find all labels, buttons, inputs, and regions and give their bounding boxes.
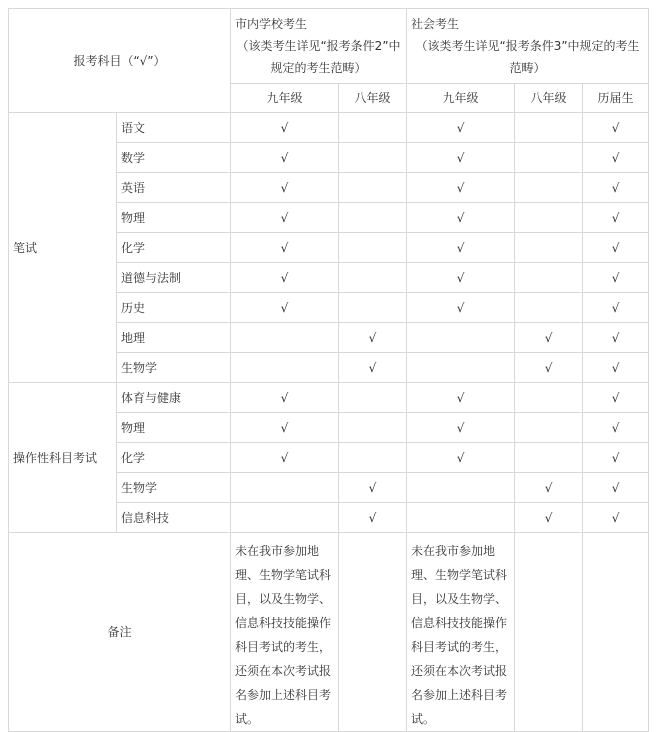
local-students-header bbox=[231, 9, 407, 84]
empty-cell bbox=[339, 203, 407, 233]
subject-name: 历史 bbox=[117, 293, 231, 323]
empty-cell bbox=[407, 473, 515, 503]
col-local-grade8: 八年级 bbox=[339, 84, 407, 113]
remark-row bbox=[9, 533, 649, 732]
check-mark: √ bbox=[231, 413, 339, 443]
subject-name: 道德与法制 bbox=[117, 263, 231, 293]
col-social-grade8: 八年级 bbox=[515, 84, 583, 113]
check-mark: √ bbox=[583, 503, 649, 533]
check-mark: √ bbox=[515, 473, 583, 503]
check-mark: √ bbox=[583, 293, 649, 323]
subject-name: 体育与健康 bbox=[117, 383, 231, 413]
check-mark: √ bbox=[231, 113, 339, 143]
check-mark: √ bbox=[583, 383, 649, 413]
local-group-note: （该类考生详见“报考条件2”中规定的考生范畴） bbox=[236, 39, 401, 75]
empty-cell bbox=[583, 533, 649, 732]
empty-cell bbox=[407, 503, 515, 533]
social-group-title: 社会考生 bbox=[411, 17, 460, 31]
empty-cell bbox=[339, 383, 407, 413]
check-mark: √ bbox=[407, 173, 515, 203]
check-mark: √ bbox=[515, 323, 583, 353]
check-mark: √ bbox=[231, 233, 339, 263]
subject-name: 生物学 bbox=[117, 353, 231, 383]
check-mark: √ bbox=[515, 503, 583, 533]
subject-name: 物理 bbox=[117, 413, 231, 443]
subject-header-label: 报考科目（“√”） bbox=[73, 53, 166, 68]
empty-cell bbox=[515, 113, 583, 143]
check-mark: √ bbox=[583, 143, 649, 173]
check-mark: √ bbox=[231, 293, 339, 323]
remark-social-text: 未在我市参加地理、生物学笔试科目，以及生物学、信息科技技能操作科目考试的考生，还须在本次考试报名参加上述科目考试。 bbox=[407, 533, 515, 732]
col-social-grade9: 九年级 bbox=[407, 84, 515, 113]
empty-cell bbox=[407, 353, 515, 383]
check-mark: √ bbox=[407, 293, 515, 323]
col-social-previous: 历届生 bbox=[583, 84, 649, 113]
empty-cell bbox=[515, 383, 583, 413]
table-row bbox=[9, 383, 649, 413]
col-local-grade9: 九年级 bbox=[231, 84, 339, 113]
empty-cell bbox=[231, 473, 339, 503]
empty-cell bbox=[231, 353, 339, 383]
empty-cell bbox=[515, 413, 583, 443]
check-mark: √ bbox=[583, 413, 649, 443]
subject-name: 英语 bbox=[117, 173, 231, 203]
check-mark: √ bbox=[339, 323, 407, 353]
empty-cell bbox=[515, 443, 583, 473]
social-students-header bbox=[407, 9, 649, 84]
check-mark: √ bbox=[339, 503, 407, 533]
empty-cell bbox=[515, 143, 583, 173]
empty-cell bbox=[339, 143, 407, 173]
subject-name: 物理 bbox=[117, 203, 231, 233]
check-mark: √ bbox=[339, 473, 407, 503]
subject-header-cell bbox=[9, 9, 231, 113]
empty-cell bbox=[339, 173, 407, 203]
check-mark: √ bbox=[407, 263, 515, 293]
empty-cell bbox=[339, 293, 407, 323]
exam-subject-table bbox=[8, 8, 649, 732]
check-mark: √ bbox=[583, 113, 649, 143]
empty-cell bbox=[515, 293, 583, 323]
empty-cell bbox=[231, 323, 339, 353]
check-mark: √ bbox=[231, 173, 339, 203]
check-mark: √ bbox=[583, 173, 649, 203]
local-group-title: 市内学校考生 bbox=[235, 17, 308, 31]
subject-name: 生物学 bbox=[117, 473, 231, 503]
empty-cell bbox=[515, 533, 583, 732]
check-mark: √ bbox=[515, 353, 583, 383]
empty-cell bbox=[515, 233, 583, 263]
empty-cell bbox=[515, 263, 583, 293]
check-mark: √ bbox=[407, 443, 515, 473]
subject-name: 信息科技 bbox=[117, 503, 231, 533]
empty-cell bbox=[339, 233, 407, 263]
check-mark: √ bbox=[583, 353, 649, 383]
empty-cell bbox=[515, 203, 583, 233]
subject-name: 数学 bbox=[117, 143, 231, 173]
check-mark: √ bbox=[231, 383, 339, 413]
check-mark: √ bbox=[407, 383, 515, 413]
check-mark: √ bbox=[583, 203, 649, 233]
check-mark: √ bbox=[407, 203, 515, 233]
group-written: 笔试 bbox=[9, 113, 117, 383]
check-mark: √ bbox=[583, 323, 649, 353]
empty-cell bbox=[515, 173, 583, 203]
subject-name: 化学 bbox=[117, 443, 231, 473]
subject-name: 地理 bbox=[117, 323, 231, 353]
check-mark: √ bbox=[407, 143, 515, 173]
check-mark: √ bbox=[583, 233, 649, 263]
check-mark: √ bbox=[231, 143, 339, 173]
empty-cell bbox=[407, 323, 515, 353]
empty-cell bbox=[339, 113, 407, 143]
check-mark: √ bbox=[339, 353, 407, 383]
table-row bbox=[9, 113, 649, 143]
remark-local-text: 未在我市参加地理、生物学笔试科目，以及生物学、信息科技技能操作科目考试的考生，还须在本次考试报名参加上述科目考试。 bbox=[231, 533, 339, 732]
empty-cell bbox=[339, 533, 407, 732]
group-practical: 操作性科目考试 bbox=[9, 383, 117, 533]
check-mark: √ bbox=[407, 413, 515, 443]
check-mark: √ bbox=[583, 473, 649, 503]
empty-cell bbox=[231, 503, 339, 533]
check-mark: √ bbox=[583, 263, 649, 293]
subject-name: 化学 bbox=[117, 233, 231, 263]
empty-cell bbox=[339, 443, 407, 473]
empty-cell bbox=[339, 263, 407, 293]
empty-cell bbox=[339, 413, 407, 443]
check-mark: √ bbox=[583, 443, 649, 473]
check-mark: √ bbox=[231, 443, 339, 473]
remark-label: 备注 bbox=[9, 533, 231, 732]
check-mark: √ bbox=[407, 233, 515, 263]
social-group-note: （该类考生详见“报考条件3”中规定的考生范畴） bbox=[415, 39, 640, 75]
check-mark: √ bbox=[231, 203, 339, 233]
check-mark: √ bbox=[407, 113, 515, 143]
subject-name: 语文 bbox=[117, 113, 231, 143]
check-mark: √ bbox=[231, 263, 339, 293]
